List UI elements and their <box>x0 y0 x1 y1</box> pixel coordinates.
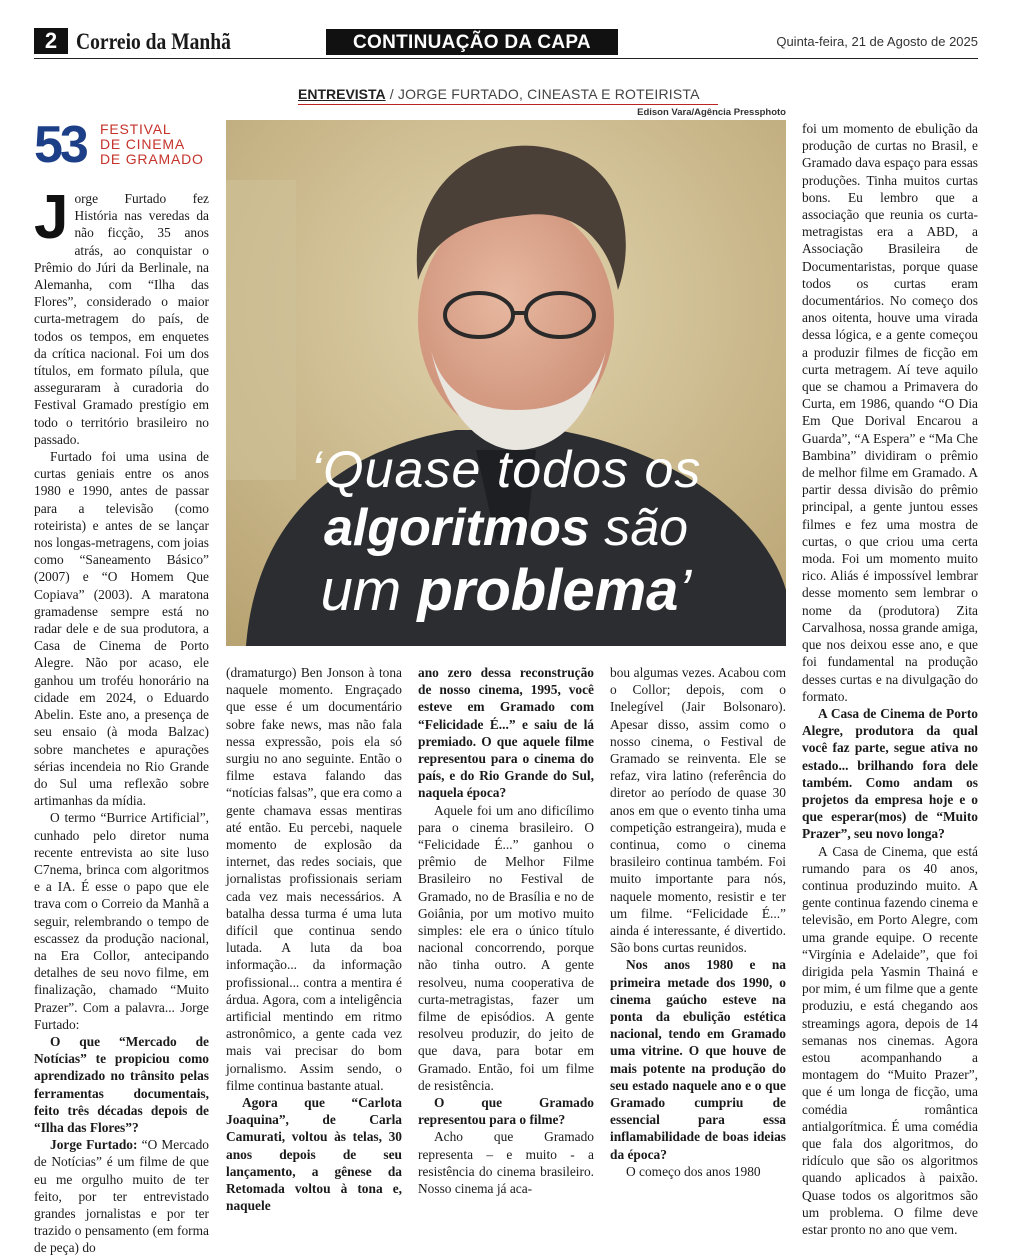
interview-question: O que Gramado representou para o filme? <box>418 1095 594 1128</box>
headline <box>226 440 786 646</box>
article-column-3 <box>418 664 594 1197</box>
issue-date: Quinta-feira, 21 de Agosto de 2025 <box>776 34 978 49</box>
festival-logo-text <box>100 122 204 167</box>
body-paragraph: foi um momento de ebulição da produção de curtas no Brasil, e Gramado dava espaço para essas produções. Tinha muitos curtas bons. Eu lembro que a associação que reunia os curta-metragistas era a ABD, a Associação Brasileira de Documentaristas, porque quase todos os curtas eram documentários. No começo dos anos oitenta, houve uma virada dessa lógica, e a gente começou a produzir filmes de ficção em curta metragem. Aí teve aquilo que se chamou a Primavera do Curta, em 1986, quando “O Dia Em Que Dorival Encarou a Guarda”, “A Espera” e “Ma Che Bambina” dividiram o prêmio de melhor filme em Gramado. A partir dessa divisão do prêmio principal, a gente juntou esses filmes e fez uma mostra de curtas, o que criou uma certa moda. Foi um momento muito rico. Aliás é impossível lembrar desse momento sem lembrar o nome da (produtora) Zita Carvalhosa, nossa grande amiga, que nos deixou esse ano, e que foi fundamental na produção desses curtas e na divulgação do formato. <box>802 121 978 704</box>
article-column-2 <box>226 664 402 1215</box>
festival-logo-line: FESTIVAL <box>100 121 172 137</box>
headline-closing-quote: ’ <box>678 558 692 623</box>
body-paragraph: bou algumas vezes. Acabou com o Collor; depois, com o Inelegível (Jair Bolsonaro). Apesar disso, assim como o nosso cinema, o Festival de Gramado se reinventa. Ele se refaz, vira latino (referência do diretor ao período de quase 30 anos em que o evento tinha uma competição estrangeira), muda e continua, como o cinema brasileiro continua também. Foi muito importante para nós, naquele momento, resistir e ter um filme. “Felicidade É...” ainda é interessante, é divertido. São bons curtas reunidos. <box>610 665 786 956</box>
page-number: 2 <box>34 28 68 54</box>
festival-logo <box>34 116 214 175</box>
drop-cap: J <box>34 183 69 252</box>
interview-question: A Casa de Cinema de Porto Alegre, produtora da qual você faz parte, segue ativa no estado... brilhando fora dele também. Como andam os projetos da empresa hoje e o que esperar(mos) de “Muito Prazer”, seu novo longa? <box>802 705 978 842</box>
article-column-5 <box>802 120 978 1238</box>
article-column-1 <box>34 183 209 1257</box>
body-paragraph: O começo dos anos 1980 <box>626 1163 761 1179</box>
body-paragraph: Furtado foi uma usina de curtas geniais entre os anos 1980 e 1990, antes de passar para a televisão (como roteirista) e antes de se lançar nos longas-metragens, com joias como “Saneamento Básico” (2007) e “O Homem Que Copiava” (2003). A maratona gramadense sempre está no radar dele e de sua produtora, a Casa de Cinema de Porto Alegre. Não por acaso, ele ganhou um troféu honorário na cidade em 2024, o Eduardo Abelin. Este ano, a presença de seu ensaio (à moda Balzac) sobre manchetes e apurações sérias incendeia no Rio Grande do Sul uma reflexão sobre artimanhas da mídia. <box>34 449 209 809</box>
kicker <box>298 86 700 102</box>
section-label: CONTINUAÇÃO DA CAPA <box>326 29 618 55</box>
speaker-name: Jorge Furtado: <box>50 1137 138 1153</box>
interview-question: Agora que “Carlota Joaquina”, de Carla Camurati, voltou às telas, 30 anos depois de seu lançamento, a gênese da Retomada voltou à tona e, naquele <box>226 1095 402 1214</box>
kicker-label: ENTREVISTA <box>298 86 386 102</box>
headline-line-3 <box>226 558 786 624</box>
interview-question: ano zero dessa reconstrução de nosso cinema, 1995, você esteve em Gramado com “Felicidade É...” e saiu de lá premiado. O que aquele filme representou para o cinema do país, e do Rio Grande do Sul, naquela época? <box>418 665 594 801</box>
body-paragraph: Aquele foi um ano dificílimo para o cinema brasileiro. O “Felicidade É...” ganhou o prêmio de Melhor Filme Brasileiro no Festival de Gramado, no de Brasília e no de Goiânia, por um motivo muito simples: ele era o único título nacional concorrendo, porque não tinha outro. A gente resolveu, numa cooperativa de curta-metragistas, fazer um filme de episódios. A gente resolveu produzir, do jeito de que dava, para botar em Gramado. Então, foi um filme de resistência. <box>418 802 594 1093</box>
kicker-rule <box>298 104 718 105</box>
masthead: Correio da Manhã <box>76 29 231 54</box>
lead-paragraph: Jorge Furtado fez História nas veredas da não ficção, 35 anos atrás, ao conquistar o Prêmio do Júri da Berlinale, na Alemanha, com “Ilha das Flores”, considerado o maior curta-metragem do país, de todos os tempos, em enquetes da crítica nacional. Foi um dos títulos, em formato pílula, que asseguraram à curadoria do Festival Gramado prestígio em todo o território brasileiro no passado. <box>34 183 209 447</box>
kicker-text: / JORGE FURTADO, CINEASTA E ROTEIRISTA <box>385 86 700 102</box>
headline-bold-word: problema <box>417 558 679 623</box>
headline-line-1: ‘Quase todos os <box>310 441 702 499</box>
interview-answer: Jorge Furtado: “O Mercado de Notícias” é um filme de que eu me orgulho muito de ter feito, por ter entrevistado grandes jornalistas e por ter trazido o pensamento (em forma de peça) do <box>34 1137 209 1256</box>
headline-line-2 <box>226 498 786 558</box>
article-column-4 <box>610 664 786 1180</box>
headline-bold-word: algoritmos <box>323 499 590 557</box>
body-paragraph: O termo “Burrice Artificial”, cunhado pelo diretor numa recente entrevista ao site luso C7nema, brinca com algoritmos e a IA. É esse o papo que ele trava com o Correio da Manhã a seguir, relembrando o tempo de escassez da produção nacional, na Era Collor, antecipando detalhes de seu novo filme, em finalização, chamado “Muito Prazer”. Com a palavra... Jorge Furtado: <box>34 810 209 1032</box>
festival-logo-number: 53 <box>34 116 86 174</box>
headline-light-word: são <box>589 499 689 557</box>
festival-logo-line: DE GRAMADO <box>100 151 204 167</box>
body-paragraph: Acho que Gramado representa – e muito - a resistência do cinema brasileiro. Nosso cinema já aca- <box>418 1129 594 1197</box>
interview-question: O que “Mercado de Notícias” te propiciou como aprendizado no trânsito pelas ferramentas documentais, feito três décadas depois de “Ilha das Flores”? <box>34 1033 209 1135</box>
festival-logo-line: DE CINEMA <box>100 136 185 152</box>
interview-question: Nos anos 1980 e na primeira metade dos 1990, o cinema gaúcho esteve na ponta da ebulição estética nacional, tendo em Gramado uma vitrine. O que houve de mais potente na produção do seu estado naquele ano e o que Gramado cumpriu de essencial para essa inflamabilidade de boas ideias da época? <box>610 957 786 1162</box>
headline-light-word: um <box>320 558 418 623</box>
photo-credit: Edison Vara/Agência Pressphoto <box>637 107 786 118</box>
body-paragraph: A Casa de Cinema, que está rumando para os 40 anos, continua produzindo muito. A gente continua fazendo cinema e televisão, em Porto Alegre, com uma grande equipe. O recente “Virgínia e Adelaide”, que foi dirigida pela Yasmin Thainá e por mim, é um filme que a gente produziu, e está chegando aos streamings agora, depois de 14 semanas nos cinemas. Agora estou acompanhando a montagem do “Muito Prazer”, que é um longa de ficção, uma comédia romântica antialgorítmica. É uma comédia que fala dos algoritmos, do ridículo que são os algoritmos quando aplicados à paixão. Quase todos os algoritmos são um problema. O filme deve estar pronto no ano que vem. <box>802 843 978 1237</box>
body-paragraph: (dramaturgo) Ben Jonson à tona naquele momento. Engraçado que esse é um documentário sobre fake news, mas não fala nessa expressão, pois ela só surgiu no ano seguinte. Então o filme estava falando das “notícias falsas”, que era como a gente chamava essas mentiras até então. Eu percebi, naquele momento de explosão da internet, das redes sociais, que jornalistas profissionais seriam cada vez mais necessários. A batalha dessa turma é uma luta difícil que continua sendo lutada. A luta da boa informação... da informação profissional... contra a mentira é árdua. Agora, com a inteligência artificial mentindo em ritmo astronômico, a gente cada vez mais vai precisar do bom jornalismo. Assim sendo, o filme continua bastante atual. <box>226 665 402 1093</box>
page-header <box>34 28 978 59</box>
